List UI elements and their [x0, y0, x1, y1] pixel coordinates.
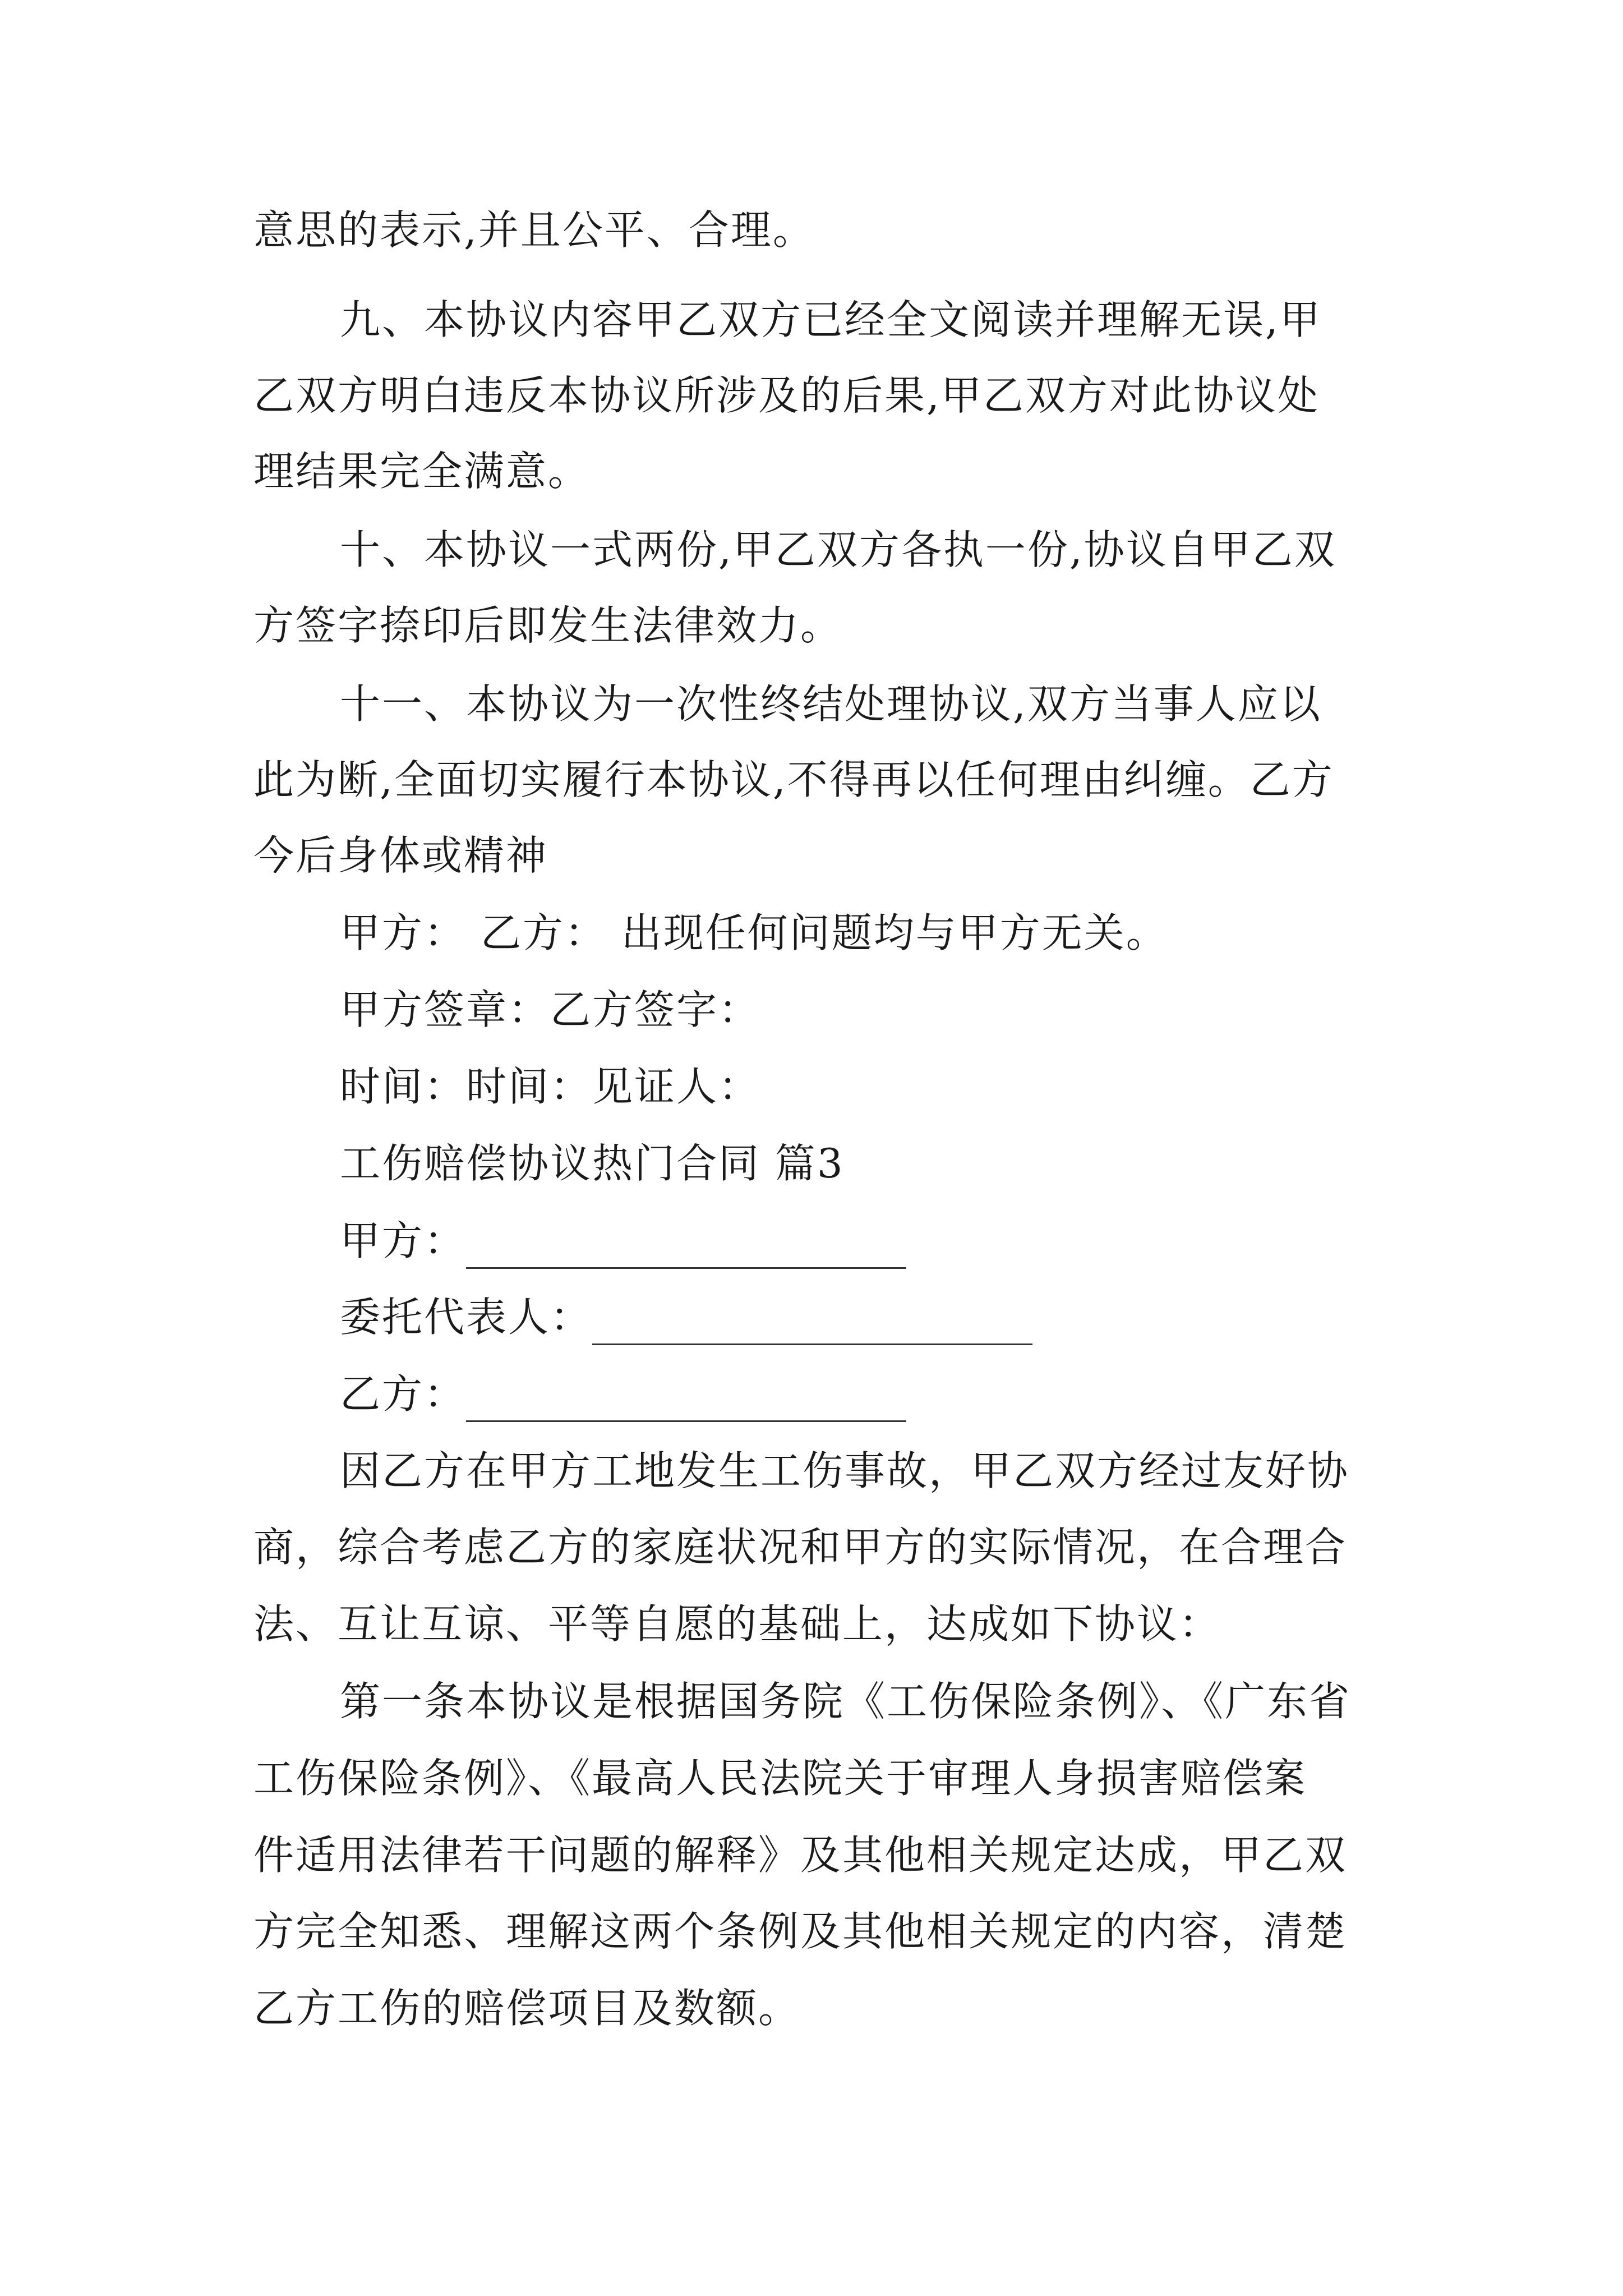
preamble-line: 因乙方在甲方工地发生工伤事故，甲乙双方经过友好协 — [340, 1447, 1350, 1494]
article-1-line: 方完全知悉、理解这两个条例及其他相关规定的内容，清楚 — [253, 1908, 1348, 1955]
representative-blank — [592, 1302, 1032, 1345]
clause-11-line: 此为断,全面切实履行本协议,不得再以任何理由纠缠。乙方 — [253, 756, 1334, 803]
clause-9-line: 乙双方明白违反本协议所涉及的后果,甲乙双方对此协议处 — [253, 372, 1320, 419]
party-a-blank — [466, 1226, 906, 1269]
party-b-label: 乙方： — [340, 1370, 467, 1418]
section-title: 工伤赔偿协议热门合同 篇3 — [340, 1140, 845, 1187]
representative-field — [340, 1289, 1032, 1345]
date-line: 时间：时间：见证人： — [340, 1063, 761, 1110]
article-1-line: 工伤保险条例》、《最高人民法院关于审理人身损害赔偿案 — [253, 1755, 1307, 1802]
article-1-line: 乙方工伤的赔偿项目及数额。 — [253, 1985, 801, 2032]
representative-label: 委托代表人： — [340, 1294, 593, 1341]
party-a-field — [340, 1213, 906, 1269]
preamble-line: 法、互让互谅、平等自愿的基础上，达成如下协议： — [253, 1600, 1221, 1648]
party-b-field — [340, 1366, 906, 1422]
clause-10-line: 方签字捺印后即发生法律效力。 — [253, 602, 843, 649]
clause-11-line: 十一、本协议为一次性终结处理协议,双方当事人应以 — [340, 680, 1322, 728]
party-a-label: 甲方： — [340, 1217, 467, 1264]
party-b-blank — [466, 1379, 906, 1422]
signature-line: 甲方签章：乙方签字： — [340, 986, 761, 1033]
paragraph-line: 意思的表示,并且公平、合理。 — [253, 206, 815, 254]
clause-10-line: 十、本协议一式两份,甲乙双方各执一份,协议自甲乙双 — [340, 526, 1336, 573]
preamble-line: 商，综合考虑乙方的家庭状况和甲方的实际情况，在合理合 — [253, 1524, 1348, 1571]
party-line: 甲方： 乙方： 出现任何问题均与甲方无关。 — [340, 909, 1168, 956]
clause-9-line: 理结果完全满意。 — [253, 448, 591, 495]
article-1-line: 第一条本协议是根据国务院《工伤保险条例》、《广东省 — [340, 1678, 1352, 1725]
article-1-line: 件适用法律若干问题的解释》及其他相关规定达成，甲乙双 — [253, 1832, 1348, 1879]
clause-9-line: 九、本协议内容甲乙双方已经全文阅读并理解无误,甲 — [340, 296, 1322, 343]
clause-11-line: 今后身体或精神 — [253, 832, 548, 879]
